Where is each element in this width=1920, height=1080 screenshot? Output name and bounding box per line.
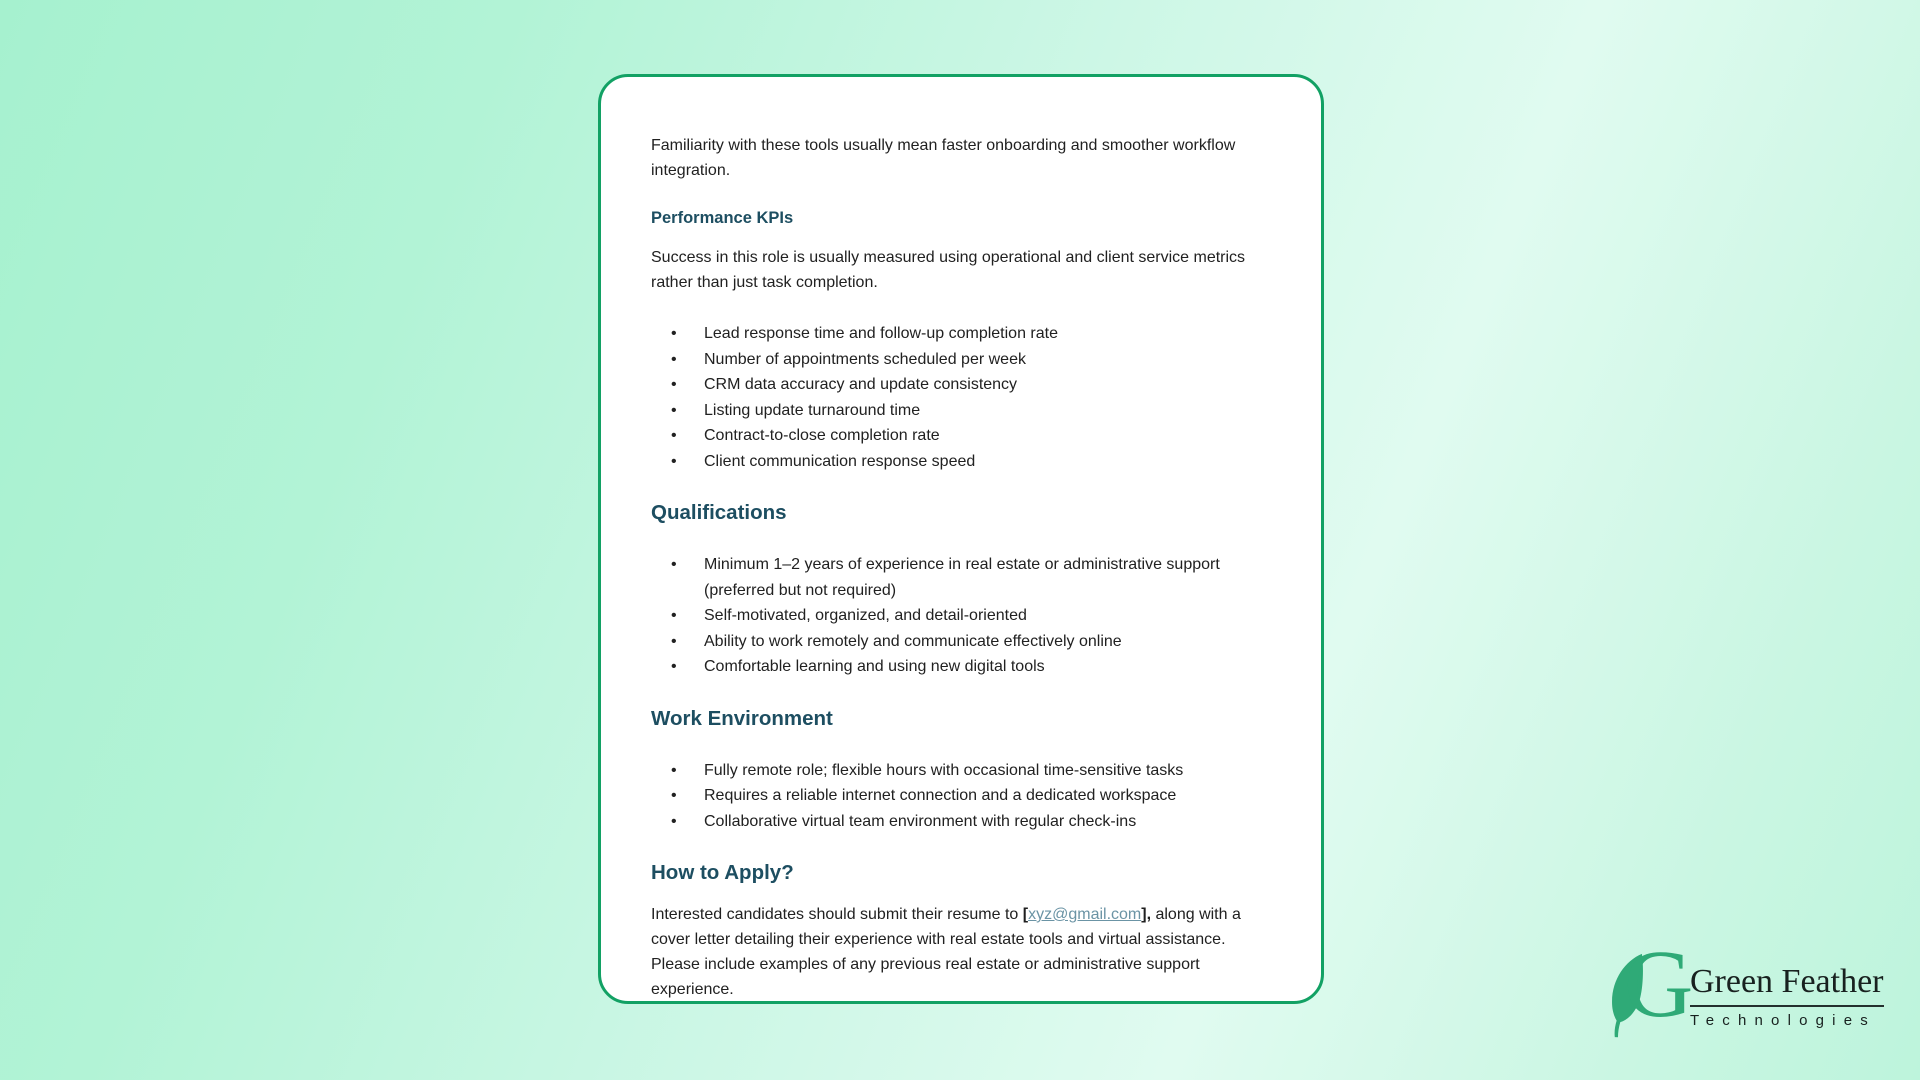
paragraph-intro: Familiarity with these tools usually mean faster onboarding and smoother workflow integration. xyxy=(651,137,1236,179)
section-heading-performance-kpis: Performance KPIs xyxy=(651,209,794,227)
section-heading-qualifications: Qualifications xyxy=(651,501,787,524)
list-item: • Comfortable learning and using new digital tools xyxy=(704,654,1275,680)
list-item: • Self-motivated, organized, and detail-oriented xyxy=(704,603,1275,629)
list-item: • Fully remote role; flexible hours with occasional time-sensitive tasks xyxy=(704,758,1275,784)
company-logo xyxy=(1606,930,1908,1054)
list-item: • Lead response time and follow-up completion rate xyxy=(704,321,1275,347)
paragraph-apply xyxy=(651,902,1275,1002)
work-environment-list xyxy=(651,758,1275,835)
logo-company-name: Green Feather xyxy=(1690,964,1884,1007)
list-item: • CRM data accuracy and update consistency xyxy=(704,372,1275,398)
logo-letter-g: G xyxy=(1624,930,1694,1037)
logo-subtitle: Technologies xyxy=(1690,1012,1876,1029)
qualifications-list xyxy=(651,552,1275,680)
section-heading-work-environment: Work Environment xyxy=(651,706,833,730)
logo-monogram xyxy=(1606,930,1694,1054)
kpi-list xyxy=(651,321,1275,474)
section-heading-how-to-apply: How to Apply? xyxy=(651,861,794,884)
list-item: • Requires a reliable internet connection and a dedicated workspace xyxy=(704,783,1275,809)
paragraph-kpi-intro: Success in this role is usually measured using operational and client service metrics rather than just task completion. xyxy=(651,249,1246,291)
list-item: • Contract-to-close completion rate xyxy=(704,423,1275,449)
email-link[interactable]: xyz@gmail.com xyxy=(1028,906,1142,923)
document-card xyxy=(598,74,1324,1004)
list-item: • Minimum 1–2 years of experience in real estate or administrative support (preferred but not required) xyxy=(704,552,1275,603)
logo-wordmark xyxy=(1690,964,1884,1029)
list-item: • Collaborative virtual team environment with regular check-ins xyxy=(704,809,1275,835)
list-item: • Ability to work remotely and communicate effectively online xyxy=(704,629,1275,655)
list-item: • Client communication response speed xyxy=(704,449,1275,475)
apply-text-before: Interested candidates should submit their resume to xyxy=(651,906,1023,923)
list-item: • Number of appointments scheduled per week xyxy=(704,347,1275,373)
list-item: • Listing update turnaround time xyxy=(704,398,1275,424)
bracket-open: [ xyxy=(1022,906,1029,923)
bracket-close: ], xyxy=(1141,906,1152,923)
apply-text-after: along with a cover letter detailing their experience with real estate tools and virtual assistance. Please include examples of any previous real estate or administrative support experience. xyxy=(651,906,1241,998)
